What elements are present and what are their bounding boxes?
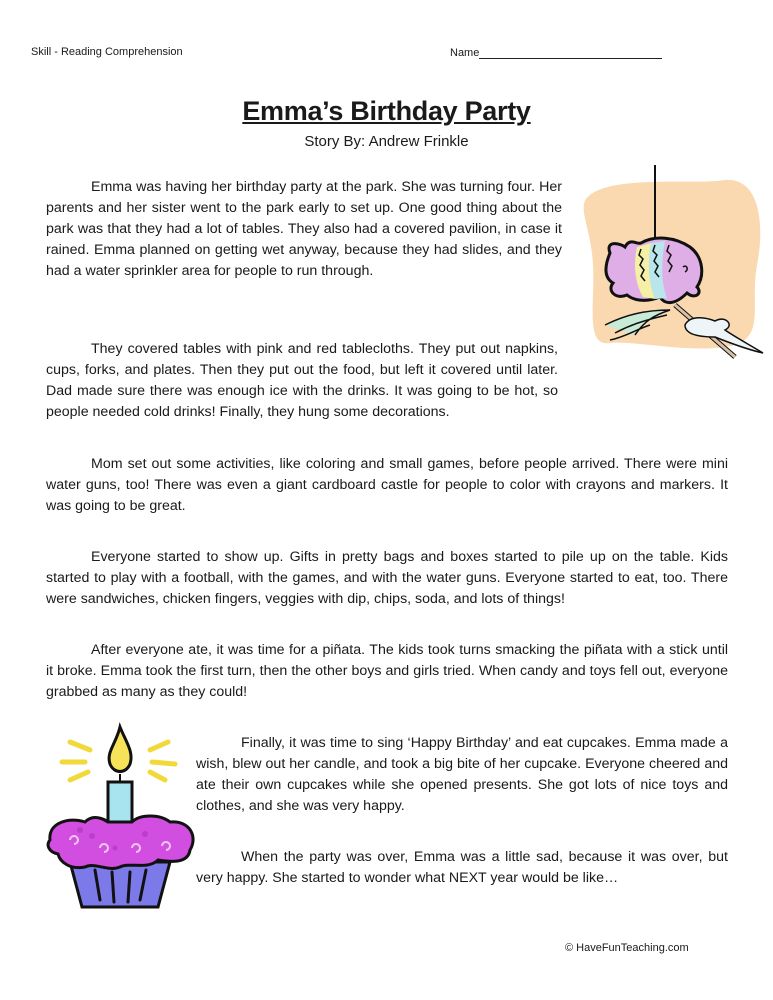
cupcake-illustration xyxy=(40,722,200,912)
name-blank-line xyxy=(479,46,662,59)
story-paragraph-5: After everyone ate, it was time for a piñata. The kids took turns smacking the piñata with a stick until it broke. Emma took the first turn, then the other boys and girls tried. When candy and toys fell out, everyone grabbed as many as they could! xyxy=(46,642,728,700)
story-paragraph-6: Finally, it was time to sing ‘Happy Birthday’ and eat cupcakes. Emma made a wish, blew out her candle, and took a big bite of her cupcake. Everyone cheered and ate their own cupcakes while she opened presents. She got lots of nice toys and clothes, and she was very happy. xyxy=(196,735,728,814)
copyright-footer: © HaveFunTeaching.com xyxy=(565,942,689,954)
skill-label: Skill - Reading Comprehension xyxy=(31,46,183,58)
story-paragraph-7: When the party was over, Emma was a little sad, because it was over, but very happy. She started to wonder what NEXT year would be like… xyxy=(196,849,728,886)
pinata-illustration xyxy=(575,165,770,360)
name-label: Name xyxy=(450,47,480,59)
story-paragraph-2: They covered tables with pink and red tablecloths. They put out napkins, cups, forks, and plates. Then they put out the food, but left it covered until later. Dad made sure there was enough ice with the drinks. It was going to be hot, so people needed cold drinks! Finally, they hung some decorations. xyxy=(46,341,558,420)
story-title: Emma’s Birthday Party xyxy=(242,96,531,126)
story-paragraph-1: Emma was having her birthday party at the park. She was turning four. Her parents and her sister went to the park early to set up. One good thing about the park was that they had a lot of tables. They also had a covered pavilion, in case it rained. Emma planned on getting wet anyway, because they had slides, and they had a water sprinkler area for people to run through. xyxy=(46,179,562,279)
name-field xyxy=(450,46,662,59)
story-paragraph-3: Mom set out some activities, like coloring and small games, before people arrived. There were mini water guns, too! There was even a giant cardboard castle for people to color with crayons and markers. It was going to be great. xyxy=(46,456,728,514)
story-paragraph-4: Everyone started to show up. Gifts in pretty bags and boxes started to pile up on the table. Kids started to play with a football, with the games, and with the water guns. Everyone started to eat, too. There were sandwiches, chicken fingers, veggies with dip, chips, soda, and lots of things! xyxy=(46,549,728,607)
story-byline: Story By: Andrew Frinkle xyxy=(304,133,469,150)
